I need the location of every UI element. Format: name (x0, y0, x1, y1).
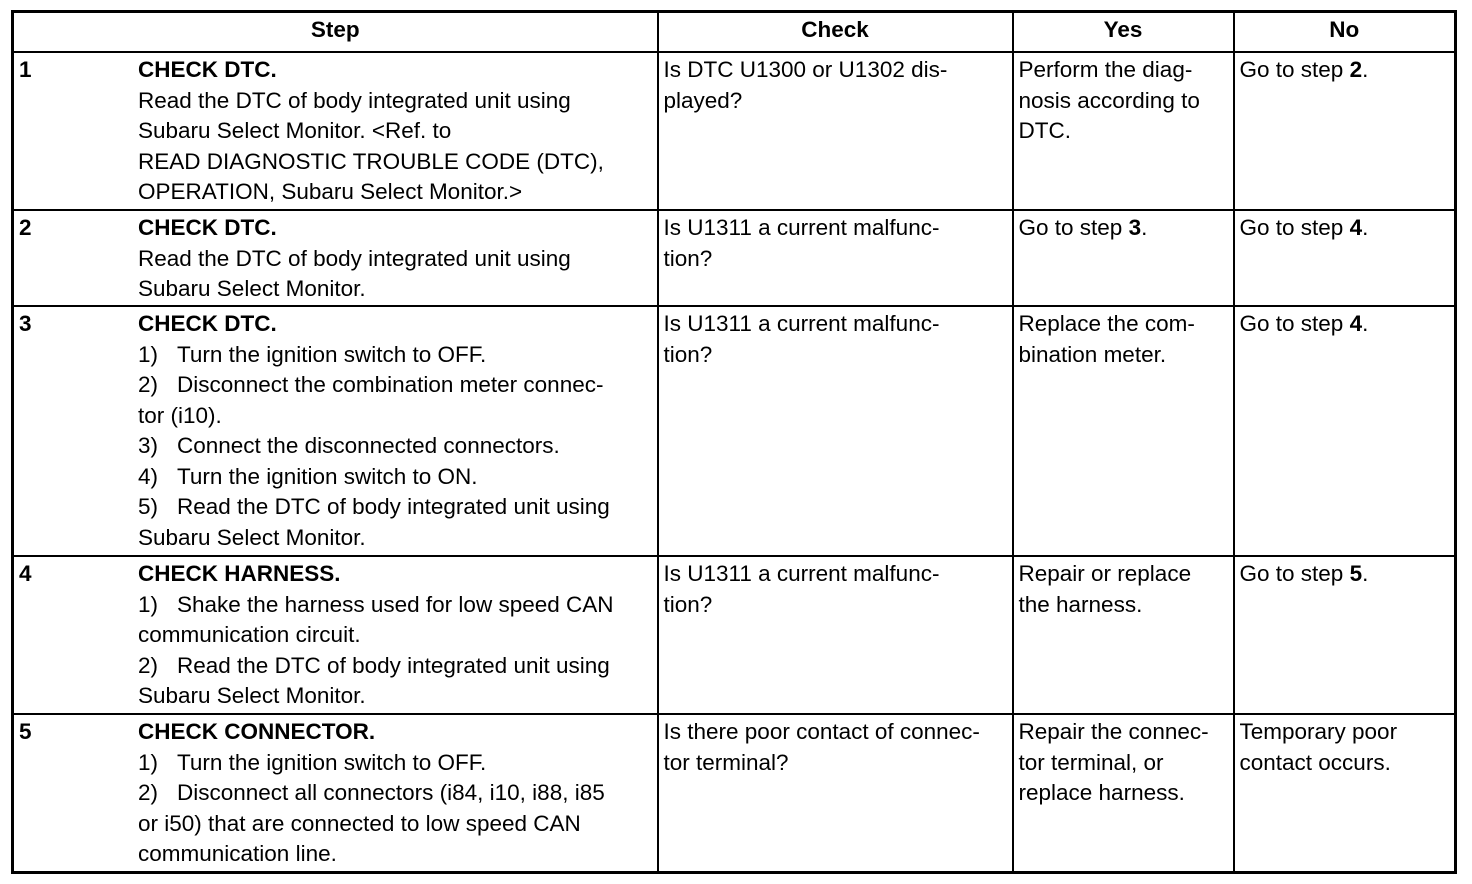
step-title: CHECK CONNECTOR. (138, 719, 376, 744)
sub-step-text: communication circuit. (138, 622, 361, 647)
sub-step (138, 462, 653, 493)
goto-step-link[interactable]: 3 (1128, 215, 1142, 240)
yes-text: Repair or replace (1018, 561, 1192, 586)
sub-step-number: 3) (138, 433, 159, 458)
check-text: played? (663, 87, 743, 113)
sub-step-text: communication line. (138, 841, 337, 866)
sub-step (138, 340, 653, 371)
table-row (13, 306, 1456, 556)
header-check: Check (658, 12, 1013, 53)
goto-step-link[interactable]: 5 (1349, 561, 1363, 586)
sub-step (138, 370, 653, 401)
step-cell (13, 52, 658, 210)
no-text-suffix: . (1362, 561, 1369, 586)
yes-text: Go to step (1018, 215, 1129, 240)
check-cell (658, 556, 1013, 714)
check-text: Is there poor contact of connec- (663, 719, 980, 744)
sub-step (138, 748, 653, 779)
sub-step (138, 651, 653, 682)
check-text: tion? (663, 591, 713, 617)
step-text: Read the DTC of body integrated unit using (138, 87, 571, 113)
sub-step-text: Turn the ignition switch to OFF. (177, 749, 487, 775)
no-cell (1234, 306, 1456, 556)
step-title: CHECK DTC. (138, 57, 277, 82)
sub-step-number: 1) (138, 591, 159, 617)
yes-text: DTC. (1018, 118, 1071, 143)
table-row (13, 714, 1456, 872)
check-text: Is U1311 a current malfunc- (663, 215, 940, 240)
step-title: CHECK HARNESS. (138, 561, 341, 586)
step-text: Read the DTC of body integrated unit using (138, 245, 571, 271)
table-row (13, 556, 1456, 714)
yes-cell (1013, 714, 1234, 872)
sub-step-number: 2) (138, 372, 159, 397)
no-text: Go to step (1239, 561, 1350, 586)
no-cell (1234, 52, 1456, 210)
step-text: OPERATION, Subaru Select Monitor.> (138, 179, 523, 204)
no-text-suffix: . (1362, 57, 1369, 82)
no-cell (1234, 556, 1456, 714)
no-text: contact occurs. (1239, 749, 1391, 775)
step-number: 3 (19, 311, 32, 336)
sub-step-text: Subaru Select Monitor. (138, 524, 366, 550)
sub-step-text: Shake the harness used for low speed CAN (177, 591, 614, 617)
yes-text: the harness. (1018, 591, 1143, 617)
step-number: 1 (19, 57, 32, 82)
yes-text: Perform the diag- (1018, 57, 1193, 82)
sub-step-number: 2) (138, 780, 159, 805)
step-title: CHECK DTC. (138, 215, 277, 240)
check-cell (658, 210, 1013, 306)
check-text: Is DTC U1300 or U1302 dis- (663, 57, 948, 82)
sub-step-text: Disconnect all connectors (i84, i10, i88, i85 (177, 780, 605, 805)
check-cell (658, 52, 1013, 210)
yes-cell (1013, 556, 1234, 714)
sub-step-text: Connect the disconnected connectors. (177, 433, 560, 458)
yes-cell (1013, 210, 1234, 306)
check-text: tor terminal? (663, 749, 789, 775)
no-text: Go to step (1239, 57, 1350, 82)
no-text-suffix: . (1362, 311, 1369, 336)
step-cell (13, 714, 658, 872)
sub-step (138, 492, 653, 523)
yes-text-suffix: . (1141, 215, 1148, 240)
header-step: Step (13, 12, 658, 53)
check-text: Is U1311 a current malfunc- (663, 561, 940, 586)
sub-step-number: 2) (138, 652, 159, 678)
sub-step-number: 1) (138, 749, 159, 775)
yes-text: Replace the com- (1018, 311, 1195, 336)
no-text: Go to step (1239, 215, 1350, 240)
sub-step (138, 431, 653, 462)
yes-text: nosis according to (1018, 87, 1200, 113)
check-text: tion? (663, 341, 713, 367)
sub-step-number: 5) (138, 494, 159, 519)
step-cell (13, 556, 658, 714)
check-text: tion? (663, 245, 713, 271)
no-text-suffix: . (1362, 215, 1369, 240)
no-text: Go to step (1239, 311, 1350, 336)
step-text: Subaru Select Monitor. (138, 276, 366, 301)
sub-step-text: Disconnect the combination meter connec- (177, 372, 604, 397)
step-number: 4 (19, 561, 32, 586)
table-header-row (13, 12, 1456, 53)
step-title: CHECK DTC. (138, 311, 277, 336)
yes-cell (1013, 52, 1234, 210)
sub-step-text: Subaru Select Monitor. (138, 683, 366, 708)
yes-text: bination meter. (1018, 341, 1167, 367)
step-text: Subaru Select Monitor. <Ref. to (138, 118, 452, 143)
step-cell (13, 210, 658, 306)
table-row (13, 210, 1456, 306)
no-cell (1234, 210, 1456, 306)
diagnostic-procedure-table (11, 10, 1457, 874)
check-text: Is U1311 a current malfunc- (663, 311, 940, 336)
step-number: 5 (19, 719, 32, 744)
sub-step-text: Read the DTC of body integrated unit using (177, 494, 610, 519)
check-cell (658, 714, 1013, 872)
no-cell (1234, 714, 1456, 872)
step-cell (13, 306, 658, 556)
goto-step-link[interactable]: 4 (1349, 215, 1363, 240)
step-number: 2 (19, 215, 32, 240)
sub-step-text: or i50) that are connected to low speed CAN (138, 810, 581, 836)
yes-text: replace harness. (1018, 780, 1185, 805)
sub-step-text: Turn the ignition switch to OFF. (177, 341, 487, 367)
no-text: Temporary poor (1239, 719, 1398, 744)
sub-step (138, 778, 653, 809)
table-row (13, 52, 1456, 210)
sub-step-number: 4) (138, 463, 159, 489)
sub-step-text: tor (i10). (138, 402, 222, 428)
goto-step-link[interactable]: 2 (1349, 57, 1363, 82)
yes-text: tor terminal, or (1018, 749, 1164, 775)
check-cell (658, 306, 1013, 556)
header-yes: Yes (1013, 12, 1234, 53)
sub-step (138, 590, 653, 621)
yes-text: Repair the connec- (1018, 719, 1209, 744)
sub-step-number: 1) (138, 341, 159, 367)
sub-step-text: Read the DTC of body integrated unit using (177, 652, 610, 678)
header-no: No (1234, 12, 1456, 53)
step-text: READ DIAGNOSTIC TROUBLE CODE (DTC), (138, 148, 604, 174)
goto-step-link[interactable]: 4 (1349, 311, 1363, 336)
yes-cell (1013, 306, 1234, 556)
sub-step-text: Turn the ignition switch to ON. (177, 463, 478, 489)
